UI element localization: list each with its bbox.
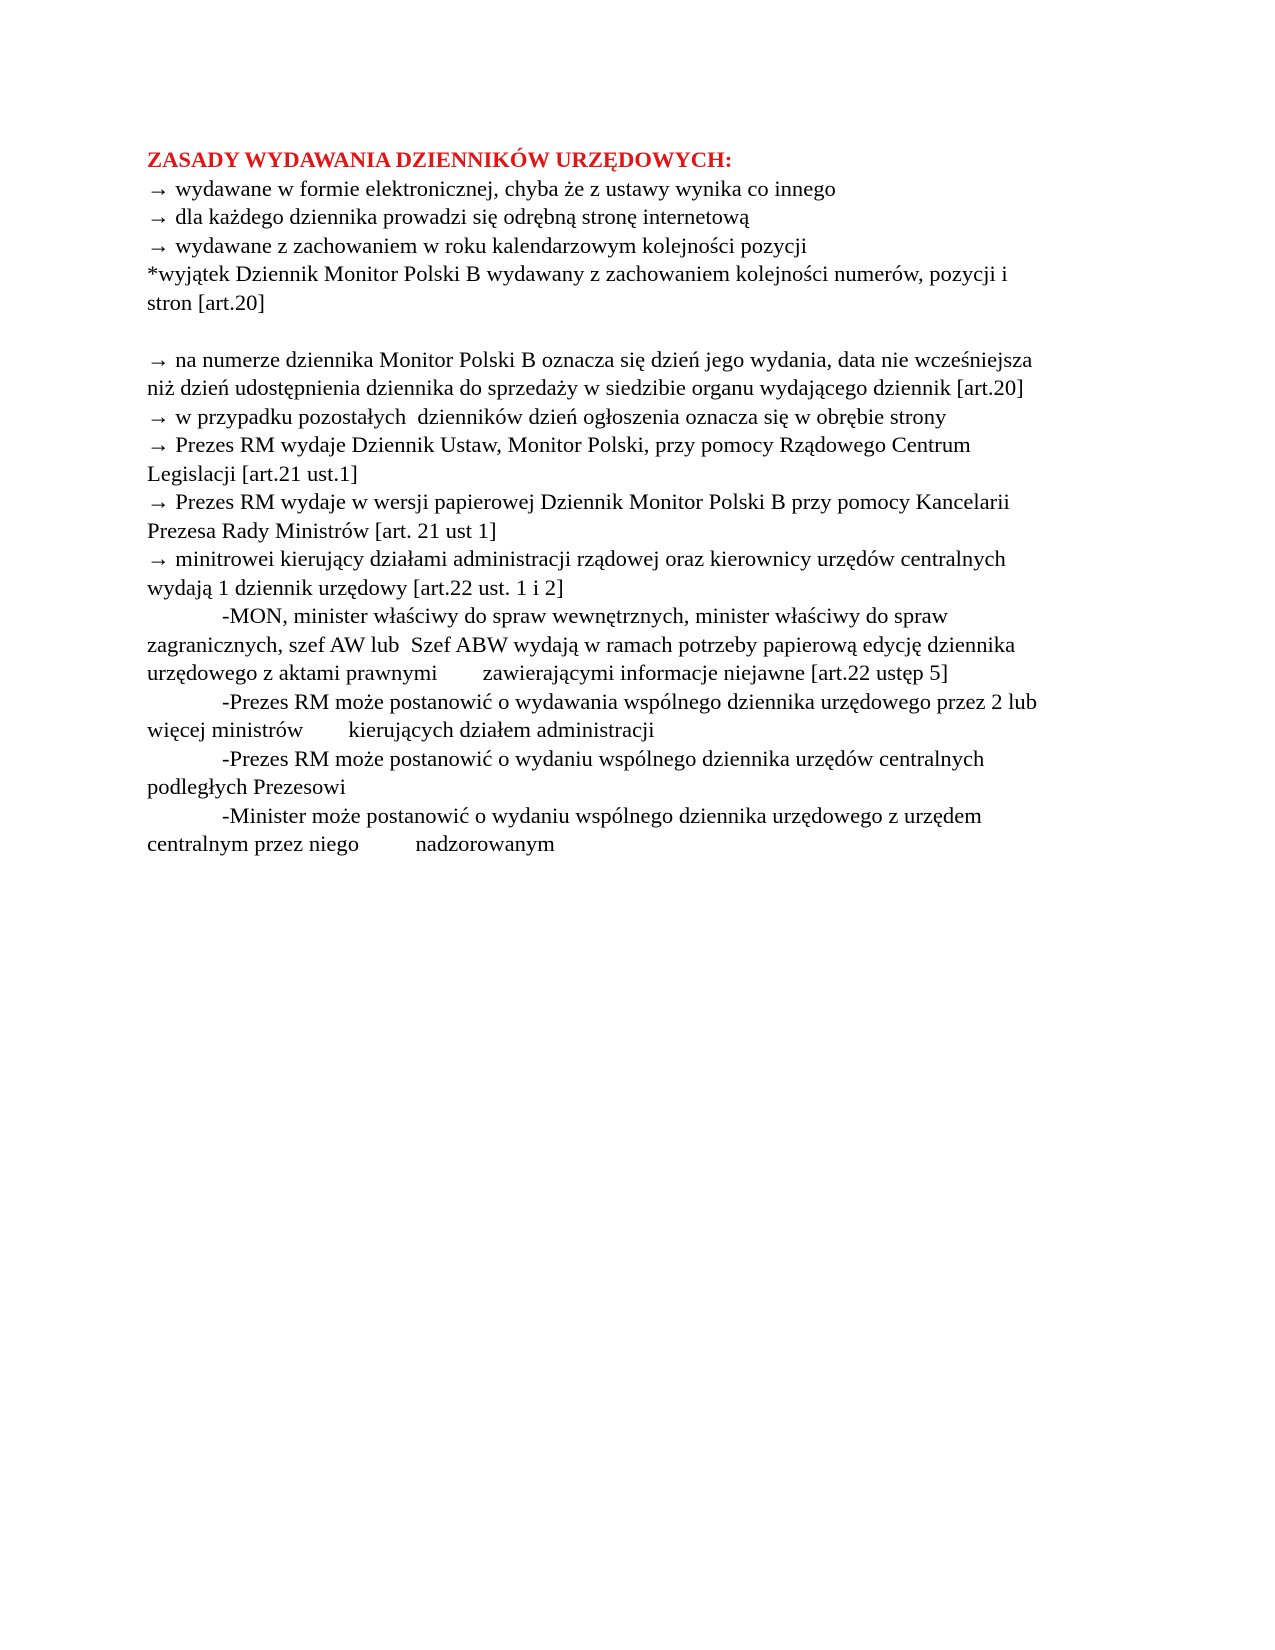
- text-line: niż dzień udostępnienia dziennika do sprzedaży w siedzibie organu wydającego dziennik [art.20]: [147, 375, 1024, 400]
- list-item-text: -Prezes RM może postanowić o wydawania wspólnego dziennika urzędowego przez 2 lub: [222, 688, 1038, 714]
- list-item-first-line: [147, 602, 1147, 631]
- list-item-continuation: podległych Prezesowi: [147, 774, 346, 799]
- list-item-first-line: [147, 688, 1147, 717]
- text-line: → na numerze dziennika Monitor Polski B oznacza się dzień jego wydania, data nie wcześniejsza: [147, 346, 1033, 372]
- list-item-text: -Minister może postanowić o wydaniu wspólnego dziennika urzędowego z urzędem: [222, 802, 982, 828]
- text-line: Legislacji [art.21 ust.1]: [147, 460, 358, 486]
- text-line: → wydawane z zachowaniem w roku kalendarzowym kolejności pozycji: [147, 232, 808, 258]
- list-item-text: -Prezes RM może postanowić o wydaniu wspólnego dziennika urzędów centralnych: [222, 745, 985, 771]
- list-item-continuation: urzędowego z aktami prawnymi zawierającymi informacje niejawne [art.22 ustęp 5]: [147, 660, 949, 685]
- text-line: → Prezes RM wydaje Dziennik Ustaw, Monitor Polski, przy pomocy Rządowego Centrum: [147, 432, 971, 457]
- list-item-first-line: [147, 802, 1147, 831]
- text-line: *wyjątek Dziennik Monitor Polski B wydawany z zachowaniem kolejności numerów, pozycji i: [147, 261, 1008, 286]
- list-item-continuation: zagranicznych, szef AW lub Szef ABW wydają w ramach potrzeby papierową edycję dziennika: [147, 631, 1016, 657]
- text-line: wydają 1 dziennik urzędowy [art.22 ust. 1 i 2]: [147, 574, 564, 600]
- text-line: stron [art.20]: [147, 289, 265, 315]
- text-line: → w przypadku pozostałych dzienników dzień ogłoszenia oznacza się w obrębie strony: [147, 403, 947, 429]
- list-item-text: -MON, minister właściwy do spraw wewnętrznych, minister właściwy do spraw: [222, 603, 948, 628]
- text-line: → wydawane w formie elektronicznej, chyba że z ustawy wynika co innego: [147, 175, 836, 201]
- text-line: Prezesa Rady Ministrów [art. 21 ust 1]: [147, 517, 497, 543]
- list-item-continuation: centralnym przez niego nadzorowanym: [147, 831, 555, 856]
- text-line: → minitrowei kierujący działami administracji rządowej oraz kierownicy urzędów centralnych: [147, 546, 1006, 571]
- document-heading: ZASADY WYDAWANIA DZIENNIKÓW URZĘDOWYCH:: [147, 147, 733, 172]
- paragraph-gap: [147, 317, 1147, 346]
- list-item-continuation: więcej ministrów kierujących działem administracji: [147, 717, 655, 742]
- text-line: → dla każdego dziennika prowadzi się odrębną stronę internetową: [147, 204, 750, 229]
- list-item-first-line: [147, 745, 1147, 774]
- text-line: → Prezes RM wydaje w wersji papierowej Dziennik Monitor Polski B przy pomocy Kancelarii: [147, 489, 1010, 514]
- document-body: [147, 146, 1147, 859]
